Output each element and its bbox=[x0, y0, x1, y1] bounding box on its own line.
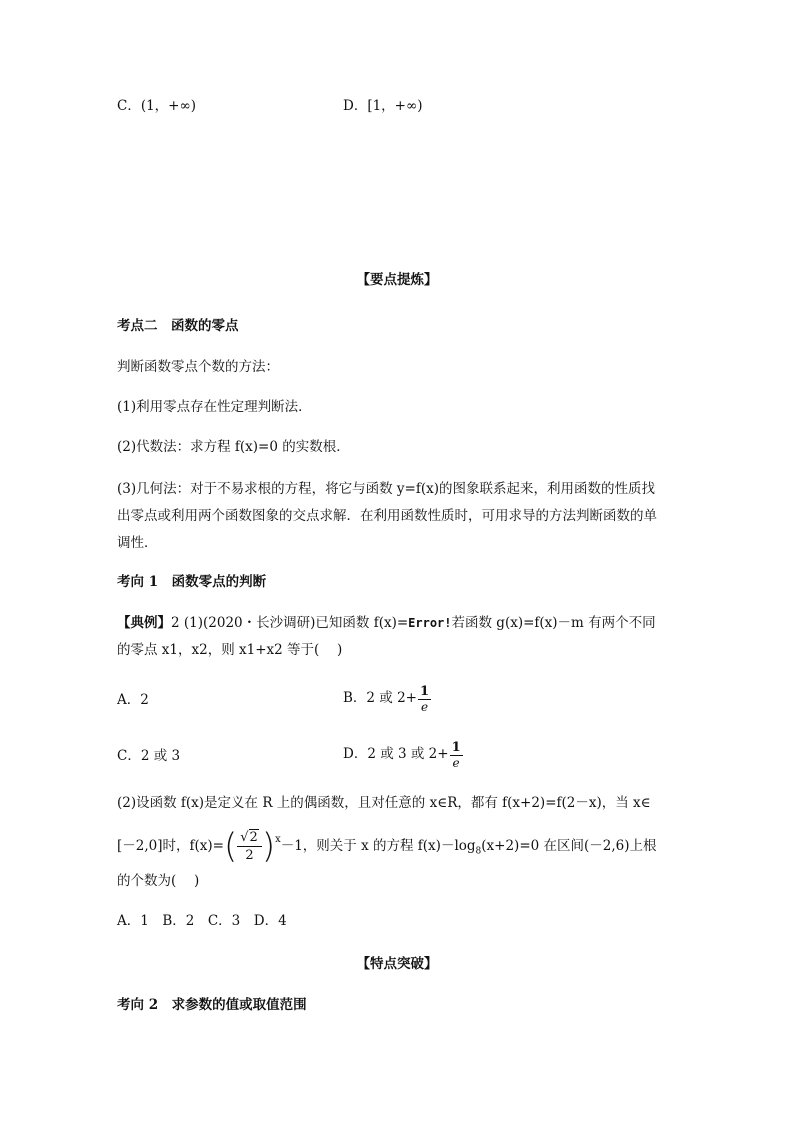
intro-text: 判断函数零点个数的方法： bbox=[117, 359, 279, 375]
problem-2-line-3: 的个数为( ) bbox=[117, 873, 200, 889]
example-line-1 bbox=[117, 613, 656, 633]
example-text-b: 若函数 g(x)=f(x)－m 有两个不同 bbox=[451, 615, 656, 631]
choice-d-text: D．2 或 3 或 2+ bbox=[343, 746, 449, 762]
direction-1-title: 考向 1 函数零点的判断 bbox=[117, 574, 267, 590]
error-text: Error! bbox=[408, 616, 452, 630]
sqrt-fraction bbox=[237, 831, 262, 862]
choice-b bbox=[343, 680, 431, 716]
choice-d bbox=[343, 736, 463, 772]
example-text-a: (1)(2020・长沙调研)已知函数 f(x)= bbox=[183, 615, 409, 631]
example-tag: 【典例】 bbox=[117, 615, 171, 631]
method-3-line1: (3)几何法：对于不易求根的方程，将它与函数 y=f(x)的图象联系起来，利用函数的性质找 bbox=[117, 481, 655, 497]
option-c: C．(1，+∞) bbox=[117, 98, 197, 114]
method-2: (2)代数法：求方程 f(x)=0 的实数根． bbox=[117, 439, 350, 455]
fraction-denominator: e bbox=[420, 699, 429, 714]
fraction-numerator: 1 bbox=[451, 739, 461, 755]
log-base: 8 bbox=[475, 846, 482, 857]
heading-breakthrough: 【特点突破】 bbox=[356, 956, 438, 972]
example-line-2: 的零点 x1，x2，则 x1+x2 等于( ) bbox=[117, 642, 343, 658]
method-3-line2: 出零点或利用两个函数图象的交点求解．在利用函数性质时，可用求导的方法判断函数的单 bbox=[117, 508, 657, 524]
choice-a: A．2 bbox=[117, 692, 149, 708]
problem-2-text-b: －1，则关于 x 的方程 f(x)－log bbox=[280, 838, 476, 854]
right-paren: ) bbox=[261, 826, 276, 867]
choice-c: C．2 或 3 bbox=[117, 748, 181, 764]
option-d: D．[1，+∞) bbox=[343, 98, 423, 114]
choice-b-text: B．2 或 2+ bbox=[343, 690, 417, 706]
section-title: 考点二 函数的零点 bbox=[117, 318, 239, 334]
fraction-denominator: e bbox=[452, 755, 460, 770]
problem-2-text-c: (x+2)=0 在区间(－2,6)上根 bbox=[481, 838, 657, 854]
problem-2-text-a: [－2,0]时，f(x)= bbox=[117, 838, 224, 854]
fraction-numerator: 1 bbox=[420, 683, 430, 699]
choices-2: A．1 B．2 C．3 D．4 bbox=[117, 913, 287, 929]
heading-key-points: 【要点提炼】 bbox=[356, 272, 438, 288]
exponent: x bbox=[275, 834, 281, 845]
radicand: 2 bbox=[249, 830, 258, 845]
problem-2-line-1: (2)设函数 f(x)是定义在 R 上的偶函数，且对任意的 x∈R，都有 f(x+2)=f(2－x)，当 x∈ bbox=[117, 795, 651, 811]
left-paren: ( bbox=[223, 826, 238, 867]
problem-2-line-2 bbox=[117, 820, 657, 872]
fraction-one-over-e bbox=[450, 741, 463, 769]
method-3-line3: 调性． bbox=[117, 535, 158, 551]
fraction-one-over-e bbox=[418, 685, 431, 713]
direction-2-title: 考向 2 求参数的值或取值范围 bbox=[117, 997, 307, 1013]
sqrt-denominator: 2 bbox=[245, 848, 254, 863]
sqrt-numerator: √2 bbox=[237, 831, 262, 847]
example-number: 2 bbox=[171, 615, 180, 631]
method-1: (1)利用零点存在性定理判断法． bbox=[117, 399, 312, 415]
